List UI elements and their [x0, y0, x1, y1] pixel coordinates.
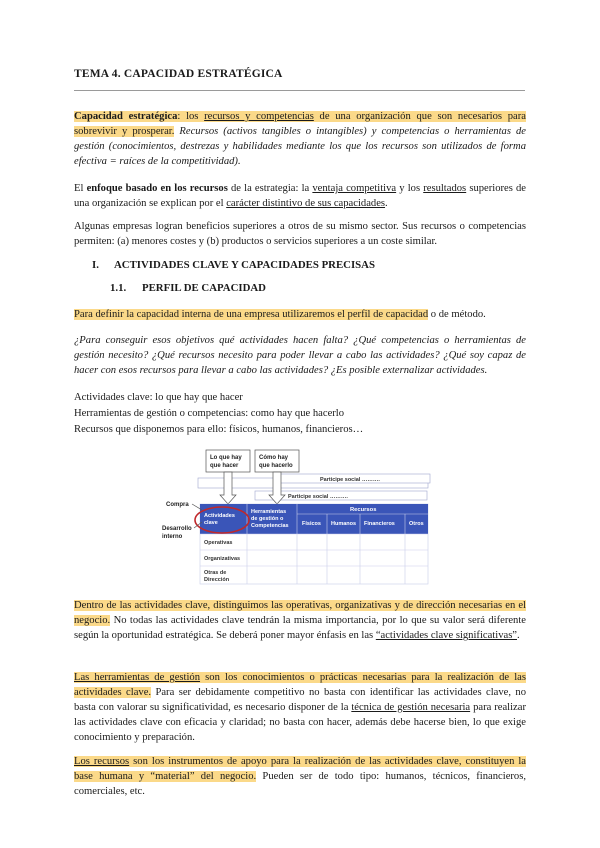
box-lo-que-hay-line1: Lo que hay: [210, 455, 242, 461]
col-actividades-line2: clave: [204, 520, 218, 526]
title-rule: [74, 90, 525, 91]
text-span: o de método.: [428, 309, 486, 320]
text-span: de una organización que son necesarios para sobrevivir y prosperar.: [74, 111, 526, 137]
text-span: No todas las actividades clave tendrán la misma importancia, por lo que su valor será diferente según la oportunidad estratégica. Se deberá poner mayor énfasis en las: [74, 615, 526, 641]
capacity-profile-diagram: [160, 448, 432, 586]
participe-label-2: Participe social ……….: [288, 494, 348, 500]
heading-text: ACTIVIDADES CLAVE Y CAPACIDADES PRECISAS: [114, 259, 375, 271]
text-span: .: [385, 198, 388, 209]
paragraph-herramientas: [74, 670, 526, 745]
bold-text: enfoque basado en los recursos: [86, 183, 228, 194]
underlined-text: ventaja competitiva: [312, 183, 397, 194]
highlight-span: Dentro de las actividades clave, distinguimos las operativas, organizativas y de dirección necesarias en el negocio.: [74, 600, 526, 626]
underlined-text: “actividades clave significativas”: [375, 630, 518, 641]
sub-otros: Otros: [409, 521, 424, 527]
list-item: Actividades clave: lo que hay que hacer: [74, 392, 243, 403]
text-span: son los conocimientos o prácticas necesarias para la realización de las actividades clave.: [74, 672, 526, 698]
underlined-text: resultados: [423, 183, 467, 194]
underlined-text: recursos y competencias: [204, 111, 314, 122]
term-bold: Capacidad estratégica: [74, 111, 178, 122]
highlight-span: Para definir la capacidad interna de una empresa utilizaremos el perfil de capacidad: [74, 309, 429, 320]
text-span: Para ser debidamente competitivo no basta con identificar las actividades clave, no basta con valorar su significatividad, es necesario disponer de la: [74, 687, 526, 713]
text-span: de la estrategia: la: [227, 183, 313, 194]
text-span: El: [74, 183, 87, 194]
paragraph-capacidad-estrategica: [74, 109, 526, 169]
list-item: Herramientas de gestión o competencias: como hay que hacerlo: [74, 408, 345, 419]
list-item: Recursos que disponemos para ello: físicos, humanos, financieros…: [74, 424, 364, 435]
capacity-profile-figure: [160, 448, 432, 586]
box-como-hay-line1: Cómo hay: [259, 455, 289, 461]
sub-fisicos: Físicos: [302, 521, 321, 527]
heading-text: PERFIL DE CAPACIDAD: [142, 282, 266, 294]
text-span: Pueden ser de todo tipo: humanos, técnicos, financieros, comerciales, etc.: [74, 771, 526, 797]
heading-number: 1.1.: [110, 282, 127, 294]
paragraph-beneficios: Algunas empresas logran beneficios superiores a otros de su mismo sector. Sus recursos o competencias permiten: (a) menores costes y (b) productos o servicios superiores a un coste similar.: [74, 221, 526, 247]
sub-financieros: Financieros: [364, 521, 395, 527]
col-recursos: Recursos: [350, 507, 377, 513]
paragraph-perfil: [74, 307, 526, 322]
row-organizativas: Organizativas: [204, 556, 241, 562]
page-title: TEMA 4. CAPACIDAD ESTRATÉGICA: [74, 68, 283, 80]
row-otras-line1: Otras de: [204, 570, 227, 576]
heading-subsection-1-1: [110, 282, 266, 294]
text-span: .: [517, 630, 520, 641]
text-span: y los: [396, 183, 424, 194]
text-span: superiores de una organización se explican por el: [74, 183, 527, 209]
paragraph-recursos: [74, 754, 526, 799]
paragraph-preguntas: ¿Para conseguir esos objetivos qué actividades hacen falta? ¿Qué competencias o herramientas de gestión necesito? ¿Qué recursos necesito para poder llevar a cabo las actividades? ¿Qué soy capaz de hacer con esos recursos para llevar a cabo las actividades? ¿Es posible externalizar actividades.: [74, 335, 526, 376]
underlined-text: Las herramientas de gestión: [74, 672, 201, 683]
underlined-text: carácter distintivo de sus capacidades: [226, 198, 386, 209]
row-otras-line2: Dirección: [204, 577, 230, 583]
col-herramientas-line2: de gestión o: [251, 516, 284, 522]
col-herramientas-line3: Competencias: [251, 523, 289, 529]
paragraph-actividades-clave: [74, 598, 526, 643]
text-span: son los instrumentos de apoyo para la realización de las actividades clave, constituyen la base humana y “material” del negocio.: [74, 756, 526, 782]
italic-text: Recursos (activos tangibles o intangibles) y competencias o herramientas de gestión (conocimientos, destrezas y habilidades mediante los que los recursos son utilizados de forma efectiva = raíces de la competitividad).: [74, 126, 526, 167]
text-span: para realizar las actividades clave con eficacia y claridad; no basta con hacer, además debe hacerse bien, lo que exige conocimiento y preparación.: [74, 702, 526, 743]
label-compra: Compra: [166, 502, 189, 508]
underlined-text: técnica de gestión necesaria: [351, 702, 471, 713]
heading-number: I.: [92, 259, 99, 271]
label-desarrollo-line2: interno: [162, 534, 183, 540]
sub-humanos: Humanos: [331, 521, 357, 527]
paragraph-enfoque: [74, 181, 526, 211]
text-span: : los: [177, 111, 205, 122]
box-como-hay-line2: que hacerlo: [259, 463, 293, 469]
participe-label-1: Participe social ……….: [320, 477, 380, 483]
box-lo-que-hay-line2: que hacer: [210, 463, 239, 469]
label-desarrollo-line1: Desarrollo: [162, 526, 192, 532]
heading-section-1: [92, 259, 375, 271]
col-herramientas-line1: Herramientas: [251, 509, 287, 515]
underlined-text: Los recursos: [74, 756, 130, 767]
col-actividades-line1: Actividades: [204, 513, 235, 519]
row-operativas: Operativas: [204, 540, 233, 546]
